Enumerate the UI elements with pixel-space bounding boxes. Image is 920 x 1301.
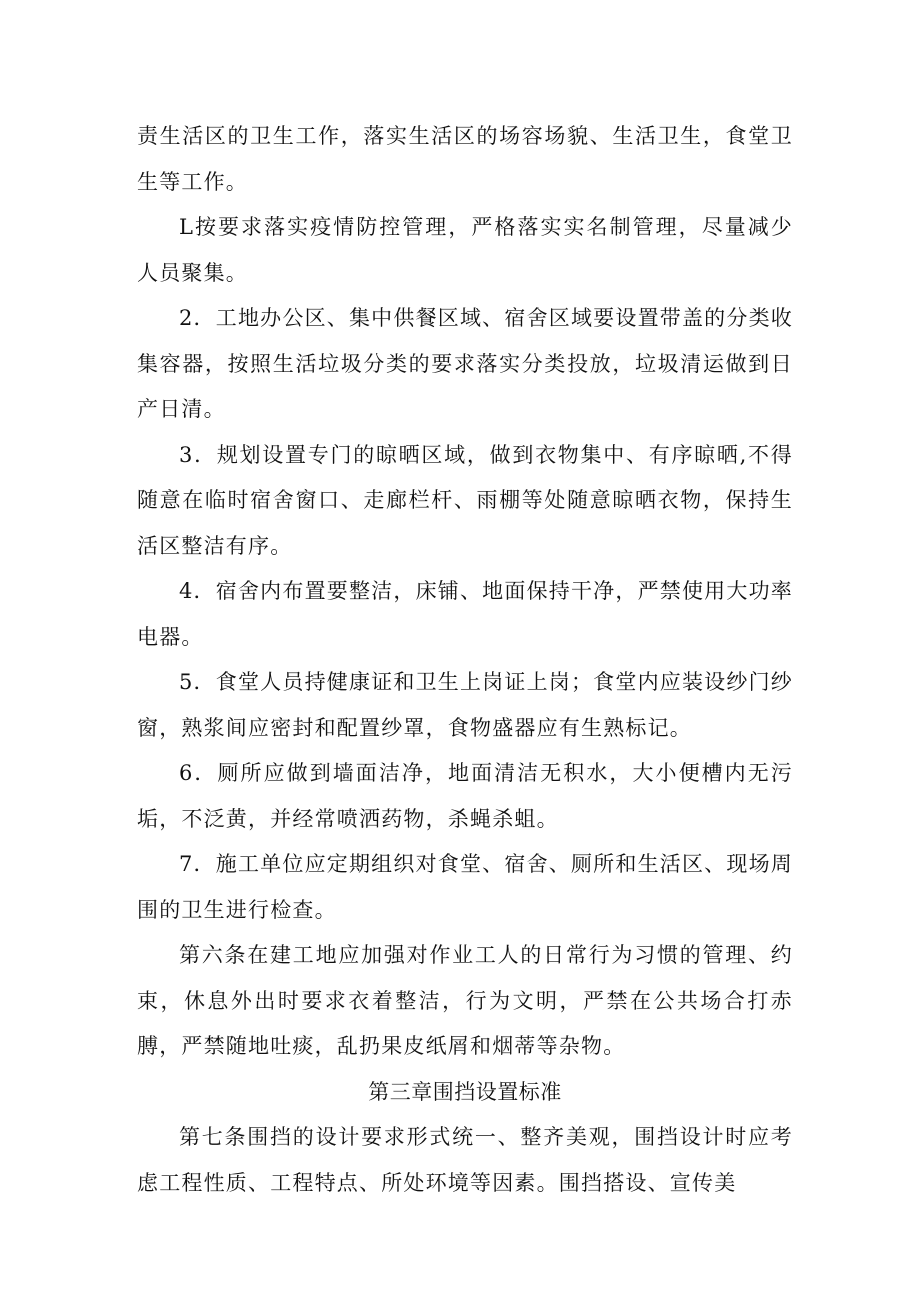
paragraph-item-4: 4．宿舍内布置要整洁，床铺、地面保持干净，严禁使用大功率电器。 — [137, 579, 793, 649]
document-body — [137, 114, 793, 1206]
paragraph-item-7: 7．施工单位应定期组织对食堂、宿舍、厕所和生活区、现场周围的卫生进行检查。 — [137, 852, 793, 922]
paragraph-article-7: 第七条围挡的设计要求形式统一、整齐美观，围挡设计时应考虑工程性质、工程特点、所处环境等因素。围挡搭设、宣传美 — [137, 1125, 793, 1195]
paragraph-item-3: 3．规划设置专门的晾晒区域，做到衣物集中、有序晾晒,不得随意在临时宿舍窗口、走廊栏杆、雨棚等处随意晾晒衣物，保持生活区整洁有序。 — [137, 442, 793, 558]
paragraph-continuation: 责生活区的卫生工作，落实生活区的场容场貌、生活卫生，食堂卫生等工作。 — [137, 124, 793, 194]
paragraph-item-6: 6．厕所应做到墙面洁净，地面清洁无积水，大小便槽内无污垢，不泛黄，并经常喷洒药物，杀蝇杀蛆。 — [137, 761, 793, 831]
paragraph-item-5: 5．食堂人员持健康证和卫生上岗证上岗；食堂内应装设纱门纱窗，熟浆间应密封和配置纱罩，食物盛器应有生熟标记。 — [137, 670, 793, 740]
paragraph-article-6: 第六条在建工地应加强对作业工人的日常行为习惯的管理、约束，休息外出时要求衣着整洁，行为文明，严禁在公共场合打赤膊，严禁随地吐痰，乱扔果皮纸屑和烟蒂等杂物。 — [137, 943, 793, 1058]
chapter-heading: 第三章围挡设置标准 — [368, 1079, 562, 1104]
paragraph-item-1: L按要求落实疫情防控管理，严格落实实名制管理，尽量减少人员聚集。 — [137, 215, 793, 285]
paragraph-item-2: 2．工地办公区、集中供餐区域、宿舍区域要设置带盖的分类收集容器，按照生活垃圾分类的要求落实分类投放，垃圾清运做到日产日清。 — [137, 306, 793, 421]
